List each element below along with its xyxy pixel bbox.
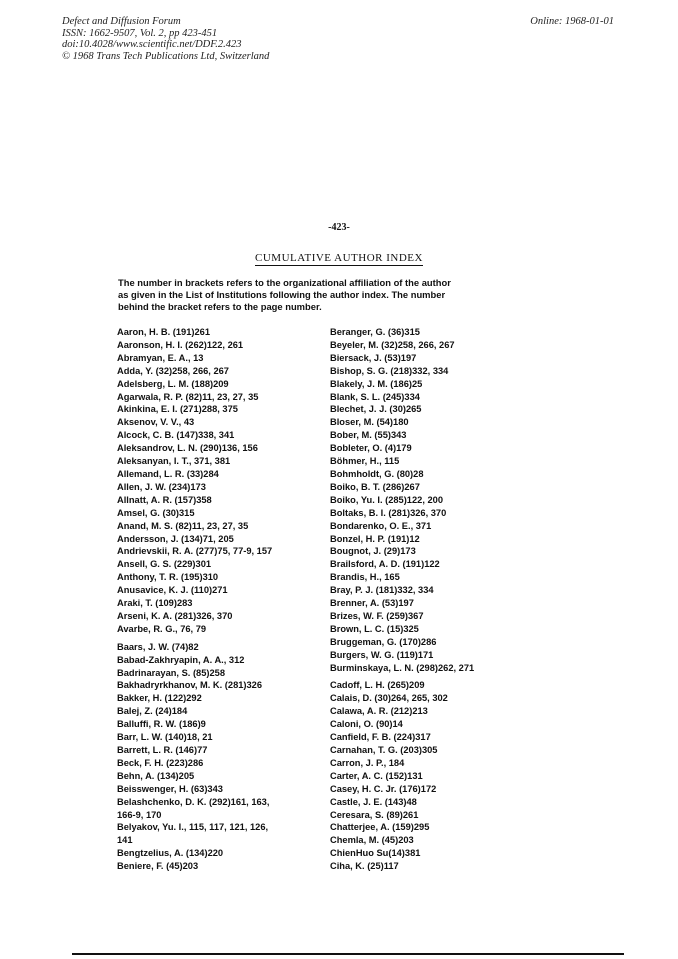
journal-name: Defect and Diffusion Forum [62,16,181,27]
author-entry: Bishop, S. G. (218)332, 334 [330,365,449,376]
author-entry: Bondarenko, O. E., 371 [330,520,432,531]
author-entry: Aksenov, V. V., 43 [117,417,195,428]
author-entry: Brizes, W. F. (259)367 [330,610,424,621]
author-entry: Balej, Z. (24)184 [117,706,188,717]
author-entry: Allemand, L. R. (33)284 [117,468,219,479]
author-entry: Brown, L. C. (15)325 [330,623,419,634]
author-entry: Abramyan, E. A., 13 [117,352,204,363]
author-entry: Avarbe, R. G., 76, 79 [117,623,207,634]
author-entry: Bray, P. J. (181)332, 334 [330,585,434,596]
author-entry: Burminskaya, L. N. (298)262, 271 [330,662,475,673]
author-entry: Belyakov, Yu. I., 115, 117, 121, 126, [117,822,269,833]
intro-line: The number in brackets refers to the organizational affiliation of the author [118,277,451,288]
author-entry: Balluffi, R. W. (186)9 [117,719,206,730]
author-entry: Beranger, G. (36)315 [330,327,420,337]
author-entry: Bakhadryrkhanov, M. K. (281)326 [117,680,263,691]
author-entry: ChienHuo Su(14)381 [330,848,421,859]
author-entry: Bohmholdt, G. (80)28 [330,468,424,479]
author-entry: Böhmer, H., 115 [330,456,400,467]
author-entry: Carron, J. P., 184 [330,757,405,768]
author-entry: Beck, F. H. (223)286 [117,757,204,768]
author-entry: Barrett, L. R. (146)77 [117,745,208,755]
issn-volume-pages: ISSN: 1662-9507, Vol. 2, pp 423-451 [62,27,218,39]
author-entry: Burgers, W. G. (119)171 [330,649,434,660]
author-entry: Bober, M. (55)343 [330,430,407,441]
author-entry: Biersack, J. (53)197 [330,352,417,363]
author-entry: Blank, S. L. (245)334 [330,391,420,402]
doi: doi:10.4028/www.scientific.net/DDF.2.423 [62,39,242,50]
page-number: -423- [328,222,350,233]
author-entry: Brandis, H., 165 [330,572,400,583]
index-column-left [117,326,327,873]
author-entry: Amsel, G. (30)315 [117,507,195,518]
author-entry: Bougnot, J. (29)173 [330,546,416,557]
intro-line: behind the bracket refers to the page number. [118,301,322,312]
author-entry: Canfield, F. B. (224)317 [330,732,431,743]
author-entry: Alcock, C. B. (147)338, 341 [117,430,235,441]
author-entry: Babad-Zakhryapin, A. A., 312 [117,654,245,665]
author-entry: Ciha, K. (25)117 [330,861,399,872]
author-entry: Badrinarayan, S. (85)258 [117,667,225,678]
author-entry: Araki, T. (109)283 [117,598,193,609]
author-entry: Bengtzelius, A. (134)220 [117,848,224,859]
author-entry: Cadoff, L. H. (265)209 [330,680,425,691]
author-entry: Calawa, A. R. (212)213 [330,706,428,717]
author-entry: Akinkina, E. I. (271)288, 375 [117,404,238,415]
author-entry: Bruggeman, G. (170)286 [330,636,437,647]
author-entry: Bonzel, H. P. (191)12 [330,533,420,544]
bottom-rule [72,953,624,955]
author-entry: Adelsberg, L. M. (188)209 [117,378,229,389]
author-entry: Beisswenger, H. (63)343 [117,783,223,794]
intro-line: as given in the List of Institutions following the author index. The number [118,289,446,300]
author-entry: Anusavice, K. J. (110)271 [117,585,228,596]
author-entry: Beniere, F. (45)203 [117,861,199,872]
page-title-text: CUMULATIVE AUTHOR INDEX [255,252,423,264]
author-entry: Andrievskii, R. A. (277)75, 77-9, 157 [117,546,273,557]
page-title [0,252,678,264]
author-entry: Boiko, B. T. (286)267 [330,481,420,492]
author-entry: Bloser, M. (54)180 [330,417,409,428]
author-entry: Calais, D. (30)264, 265, 302 [330,693,448,704]
author-entry: 166-9, 170 [117,809,162,820]
index-column-right [330,326,570,873]
author-entry: Chatterjee, A. (159)295 [330,822,430,833]
author-entry: Behn, A. (134)205 [117,770,195,781]
intro-paragraph [118,277,568,313]
author-entry: Anand, M. S. (82)11, 23, 27, 35 [117,520,249,531]
author-entry: Baars, J. W. (74)82 [117,641,199,652]
author-entry: Barr, L. W. (140)18, 21 [117,732,213,743]
author-entry: Castle, J. E. (143)48 [330,796,417,807]
author-entry: 141 [117,835,133,846]
author-entry: Beyeler, M. (32)258, 266, 267 [330,339,455,350]
author-entry: Allnatt, A. R. (157)358 [117,494,212,505]
author-entry: Adda, Y. (32)258, 266, 267 [117,365,229,376]
author-entry: Anthony, T. R. (195)310 [117,572,219,583]
author-entry: Ceresara, S. (89)261 [330,809,419,820]
author-entry: Aleksandrov, L. N. (290)136, 156 [117,443,258,454]
author-entry: Boiko, Yu. I. (285)122, 200 [330,494,443,505]
author-entry: Chemla, M. (45)203 [330,835,414,846]
author-entry: Belashchenko, D. K. (292)161, 163, [117,796,270,807]
author-entry: Carnahan, T. G. (203)305 [330,745,438,755]
author-entry: Aleksanyan, I. T., 371, 381 [117,456,231,467]
author-entry: Brenner, A. (53)197 [330,598,414,609]
author-entry: Brailsford, A. D. (191)122 [330,559,440,570]
copyright: © 1968 Trans Tech Publications Ltd, Switzerland [62,50,270,62]
author-entry: Caloni, O. (90)14 [330,719,403,730]
author-entry: Bobleter, O. (4)179 [330,443,412,454]
author-entry: Agarwala, R. P. (82)11, 23, 27, 35 [117,391,259,402]
author-entry: Andersson, J. (134)71, 205 [117,533,234,544]
author-entry: Aaronson, H. I. (262)122, 261 [117,339,244,350]
author-entry: Bakker, H. (122)292 [117,693,202,704]
author-entry: Allen, J. W. (234)173 [117,481,206,492]
author-entry: Carter, A. C. (152)131 [330,770,423,781]
author-entry: Boltaks, B. I. (281)326, 370 [330,507,447,518]
author-entry: Blakely, J. M. (186)25 [330,378,423,389]
author-entry: Blechet, J. J. (30)265 [330,404,422,415]
author-entry: Ansell, G. S. (229)301 [117,559,212,570]
author-entry: Arseni, K. A. (281)326, 370 [117,610,233,621]
journal-header [62,16,269,62]
author-entry: Aaron, H. B. (191)261 [117,327,211,337]
author-entry: Casey, H. C. Jr. (176)172 [330,783,437,794]
online-date: Online: 1968-01-01 [530,16,614,27]
